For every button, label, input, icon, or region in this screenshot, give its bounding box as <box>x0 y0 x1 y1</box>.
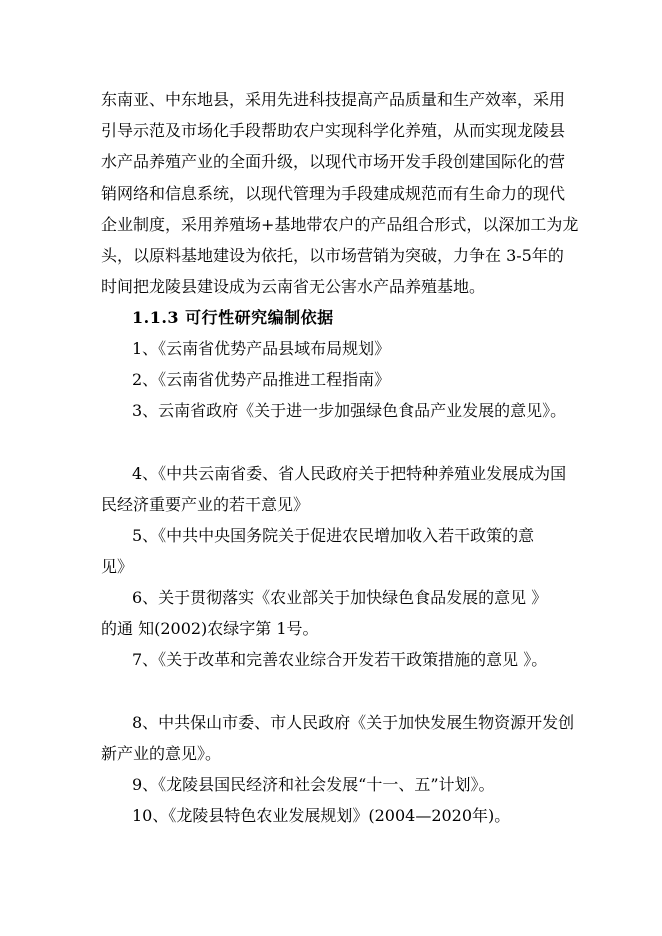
reference-item-6-line-2: 的通 知(2002)农绿字第 1号。 <box>101 619 319 638</box>
reference-item-4-line-1: 4、《中共云南省委、省人民政府关于把特种养殖业发展成为国 <box>132 464 567 483</box>
reference-item-6-line-1: 6、关于贯彻落实《农业部关于加快绿色食品发展的意见 》 <box>132 588 548 607</box>
reference-item-1: 1、《云南省优势产品县域布局规划》 <box>132 339 391 358</box>
reference-item-3: 3、云南省政府《关于进一步加强绿色食品产业发展的意见》。 <box>132 401 567 420</box>
reference-item-9: 9、《龙陵县国民经济和社会发展“十一、五”计划》。 <box>132 775 495 794</box>
body-paragraph-line-2: 引导示范及市场化手段帮助农户实现科学化养殖，从而实现龙陵县 <box>101 121 566 140</box>
body-paragraph-line-3: 水产品养殖产业的全面升级，以现代市场开发手段创建国际化的营 <box>101 152 566 171</box>
reference-item-5-line-2: 见》 <box>101 557 134 576</box>
reference-item-7: 7、《关于改革和完善农业综合开发若干政策措施的意见 》。 <box>132 650 548 669</box>
body-paragraph-line-4: 销网络和信息系统，以现代管理为手段建成规范而有生命力的现代 <box>101 184 566 203</box>
reference-item-2: 2、《云南省优势产品推进工程指南》 <box>132 370 391 389</box>
reference-item-8-line-1: 8、中共保山市委、市人民政府《关于加快发展生物资源开发创 <box>132 713 575 732</box>
reference-item-8-line-2: 新产业的意见》。 <box>101 744 222 763</box>
reference-item-10: 10、《龙陵县特色农业发展规划》(2004—2020年)。 <box>132 806 511 825</box>
section-heading: 1.1.3 可行性研究编制依据 <box>132 308 334 327</box>
reference-item-5-line-1: 5、《中共中央国务院关于促进农民增加收入若干政策的意 <box>132 526 535 545</box>
body-paragraph-line-1: 东南亚、中东地县，采用先进科技提高产品质量和生产效率，采用 <box>101 90 566 109</box>
body-paragraph-line-6: 头，以原料基地建设为依托，以市场营销为突破，力争在 3-5年的 <box>101 246 564 265</box>
body-paragraph-line-7: 时间把龙陵县建设成为云南省无公害水产品养殖基地。 <box>101 277 486 296</box>
reference-item-4-line-2: 民经济重要产业的若干意见》 <box>101 495 310 514</box>
body-paragraph-line-5: 企业制度，采用养殖场+基地带农户的产品组合形式，以深加工为龙 <box>101 215 579 234</box>
